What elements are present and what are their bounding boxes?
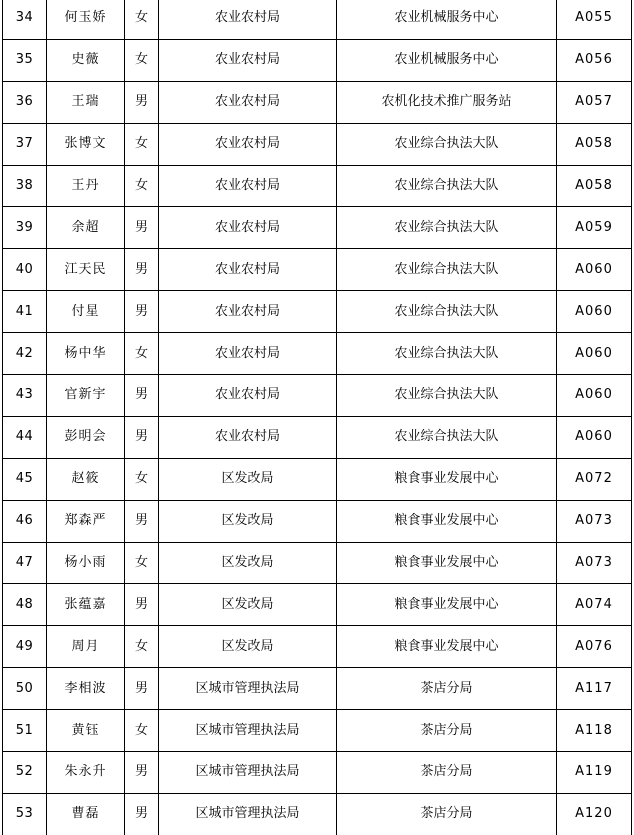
name-cell: 余超 [47,207,125,249]
position-code-cell: A073 [557,500,632,542]
position-code-cell: A059 [557,207,632,249]
gender-cell: 女 [125,542,159,584]
department-cell: 农业农村局 [159,207,337,249]
table-row [3,793,632,835]
position-code-cell: A058 [557,123,632,165]
row-number-cell: 50 [3,668,47,710]
table-row [3,375,632,417]
table-row [3,752,632,794]
unit-cell: 农机化技术推广服务站 [337,81,557,123]
name-cell: 曹磊 [47,793,125,835]
roster-table-body [3,0,632,835]
position-code-cell: A058 [557,165,632,207]
gender-cell: 女 [125,626,159,668]
name-cell: 李相波 [47,668,125,710]
department-cell: 区发改局 [159,584,337,626]
roster-table [2,0,632,835]
department-cell: 区城市管理执法局 [159,668,337,710]
gender-cell: 女 [125,458,159,500]
position-code-cell: A060 [557,375,632,417]
table-row [3,710,632,752]
gender-cell: 男 [125,752,159,794]
unit-cell: 粮食事业发展中心 [337,584,557,626]
name-cell: 杨小雨 [47,542,125,584]
row-number-cell: 48 [3,584,47,626]
gender-cell: 女 [125,165,159,207]
name-cell: 周月 [47,626,125,668]
gender-cell: 男 [125,668,159,710]
unit-cell: 农业机械服务中心 [337,39,557,81]
name-cell: 彭明会 [47,416,125,458]
table-row [3,123,632,165]
gender-cell: 女 [125,710,159,752]
unit-cell: 农业综合执法大队 [337,291,557,333]
row-number-cell: 41 [3,291,47,333]
name-cell: 史薇 [47,39,125,81]
table-row [3,542,632,584]
department-cell: 农业农村局 [159,0,337,39]
row-number-cell: 53 [3,793,47,835]
row-number-cell: 40 [3,249,47,291]
department-cell: 区发改局 [159,626,337,668]
department-cell: 农业农村局 [159,375,337,417]
position-code-cell: A118 [557,710,632,752]
unit-cell: 粮食事业发展中心 [337,542,557,584]
unit-cell: 茶店分局 [337,668,557,710]
row-number-cell: 45 [3,458,47,500]
name-cell: 张蕴嘉 [47,584,125,626]
name-cell: 朱永升 [47,752,125,794]
position-code-cell: A060 [557,291,632,333]
name-cell: 王丹 [47,165,125,207]
unit-cell: 粮食事业发展中心 [337,458,557,500]
row-number-cell: 49 [3,626,47,668]
row-number-cell: 35 [3,39,47,81]
unit-cell: 茶店分局 [337,752,557,794]
position-code-cell: A060 [557,333,632,375]
gender-cell: 男 [125,375,159,417]
department-cell: 区城市管理执法局 [159,710,337,752]
gender-cell: 男 [125,416,159,458]
position-code-cell: A119 [557,752,632,794]
row-number-cell: 38 [3,165,47,207]
position-code-cell: A072 [557,458,632,500]
table-row [3,165,632,207]
unit-cell: 农业综合执法大队 [337,165,557,207]
position-code-cell: A060 [557,249,632,291]
department-cell: 农业农村局 [159,165,337,207]
gender-cell: 男 [125,291,159,333]
unit-cell: 粮食事业发展中心 [337,500,557,542]
unit-cell: 茶店分局 [337,793,557,835]
name-cell: 付星 [47,291,125,333]
name-cell: 杨中华 [47,333,125,375]
department-cell: 区城市管理执法局 [159,752,337,794]
gender-cell: 男 [125,500,159,542]
table-row [3,668,632,710]
row-number-cell: 37 [3,123,47,165]
row-number-cell: 51 [3,710,47,752]
gender-cell: 男 [125,584,159,626]
unit-cell: 茶店分局 [337,710,557,752]
unit-cell: 农业综合执法大队 [337,416,557,458]
gender-cell: 男 [125,249,159,291]
position-code-cell: A055 [557,0,632,39]
unit-cell: 农业综合执法大队 [337,333,557,375]
name-cell: 江天民 [47,249,125,291]
table-row [3,333,632,375]
table-row [3,416,632,458]
gender-cell: 男 [125,81,159,123]
table-row [3,81,632,123]
position-code-cell: A056 [557,39,632,81]
position-code-cell: A120 [557,793,632,835]
gender-cell: 女 [125,123,159,165]
gender-cell: 女 [125,39,159,81]
department-cell: 农业农村局 [159,81,337,123]
row-number-cell: 52 [3,752,47,794]
name-cell: 张博文 [47,123,125,165]
gender-cell: 女 [125,0,159,39]
department-cell: 区发改局 [159,542,337,584]
unit-cell: 农业机械服务中心 [337,0,557,39]
department-cell: 区发改局 [159,458,337,500]
row-number-cell: 36 [3,81,47,123]
department-cell: 农业农村局 [159,249,337,291]
department-cell: 农业农村局 [159,123,337,165]
table-row [3,626,632,668]
unit-cell: 农业综合执法大队 [337,207,557,249]
department-cell: 农业农村局 [159,333,337,375]
table-row [3,584,632,626]
name-cell: 王瑞 [47,81,125,123]
table-row [3,249,632,291]
row-number-cell: 44 [3,416,47,458]
position-code-cell: A057 [557,81,632,123]
row-number-cell: 39 [3,207,47,249]
row-number-cell: 34 [3,0,47,39]
department-cell: 区城市管理执法局 [159,793,337,835]
name-cell: 郑森严 [47,500,125,542]
position-code-cell: A076 [557,626,632,668]
unit-cell: 农业综合执法大队 [337,249,557,291]
row-number-cell: 46 [3,500,47,542]
table-row [3,500,632,542]
department-cell: 农业农村局 [159,416,337,458]
table-row [3,39,632,81]
name-cell: 赵筱 [47,458,125,500]
position-code-cell: A117 [557,668,632,710]
position-code-cell: A060 [557,416,632,458]
table-row [3,291,632,333]
unit-cell: 农业综合执法大队 [337,123,557,165]
unit-cell: 农业综合执法大队 [337,375,557,417]
department-cell: 区发改局 [159,500,337,542]
department-cell: 农业农村局 [159,291,337,333]
department-cell: 农业农村局 [159,39,337,81]
row-number-cell: 47 [3,542,47,584]
table-row [3,207,632,249]
name-cell: 黄钰 [47,710,125,752]
unit-cell: 粮食事业发展中心 [337,626,557,668]
row-number-cell: 43 [3,375,47,417]
gender-cell: 男 [125,793,159,835]
name-cell: 官新宇 [47,375,125,417]
name-cell: 何玉娇 [47,0,125,39]
table-row [3,0,632,39]
gender-cell: 女 [125,333,159,375]
table-row [3,458,632,500]
row-number-cell: 42 [3,333,47,375]
position-code-cell: A074 [557,584,632,626]
gender-cell: 男 [125,207,159,249]
position-code-cell: A073 [557,542,632,584]
